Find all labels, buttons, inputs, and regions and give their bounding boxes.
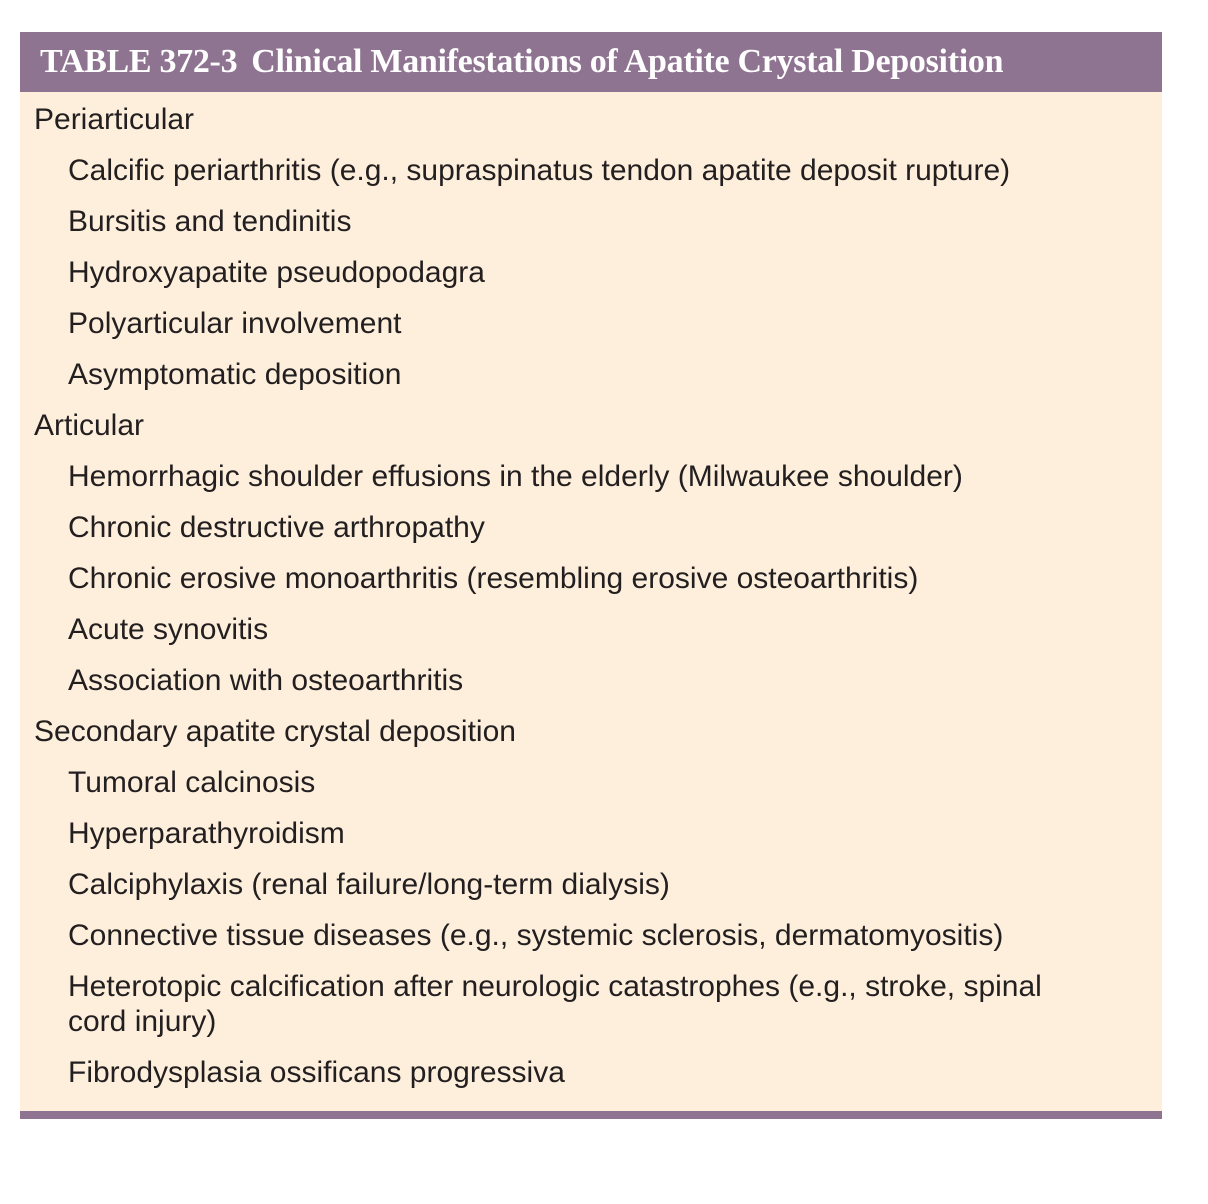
list-item: Hydroxyapatite pseudopodagra xyxy=(68,256,485,289)
list-item: Calciphylaxis (renal failure/long-term dialysis) xyxy=(68,868,670,901)
table-title-text: Clinical Manifestations of Apatite Crystal Deposition xyxy=(251,43,1004,80)
list-item: Chronic erosive monoarthritis (resembling erosive osteoarthritis) xyxy=(68,562,919,595)
bottom-rule xyxy=(20,1111,1162,1119)
list-item: Fibrodysplasia ossificans progressiva xyxy=(68,1056,565,1089)
list-item: Hemorrhagic shoulder effusions in the elderly (Milwaukee shoulder) xyxy=(68,460,963,493)
list-item: Asymptomatic deposition xyxy=(68,358,402,391)
table-container xyxy=(20,32,1162,1119)
table-header xyxy=(20,32,1162,92)
table-title xyxy=(40,43,1003,81)
table-body xyxy=(20,92,1162,1098)
list-item: Calcific periarthritis (e.g., supraspinatus tendon apatite deposit rupture) xyxy=(68,154,1011,187)
list-item: Hyperparathyroidism xyxy=(68,817,345,850)
section-heading-articular: Articular xyxy=(34,409,145,442)
list-item: Connective tissue diseases (e.g., systemic sclerosis, dermatomyositis) xyxy=(68,919,1004,952)
section-heading-secondary: Secondary apatite crystal deposition xyxy=(34,715,516,748)
section-heading-periarticular: Periarticular xyxy=(34,103,195,136)
list-item: Bursitis and tendinitis xyxy=(68,205,352,238)
table-number: TABLE 372-3 xyxy=(40,43,238,80)
list-item: Chronic destructive arthropathy xyxy=(68,511,485,544)
list-item: Heterotopic calcification after neurologic catastrophes (e.g., stroke, spinal cord injury) xyxy=(68,970,1042,1038)
list-item: Association with osteoarthritis xyxy=(68,664,464,697)
list-item: Polyarticular involvement xyxy=(68,307,402,340)
list-item: Tumoral calcinosis xyxy=(68,766,316,799)
list-item: Acute synovitis xyxy=(68,613,269,646)
